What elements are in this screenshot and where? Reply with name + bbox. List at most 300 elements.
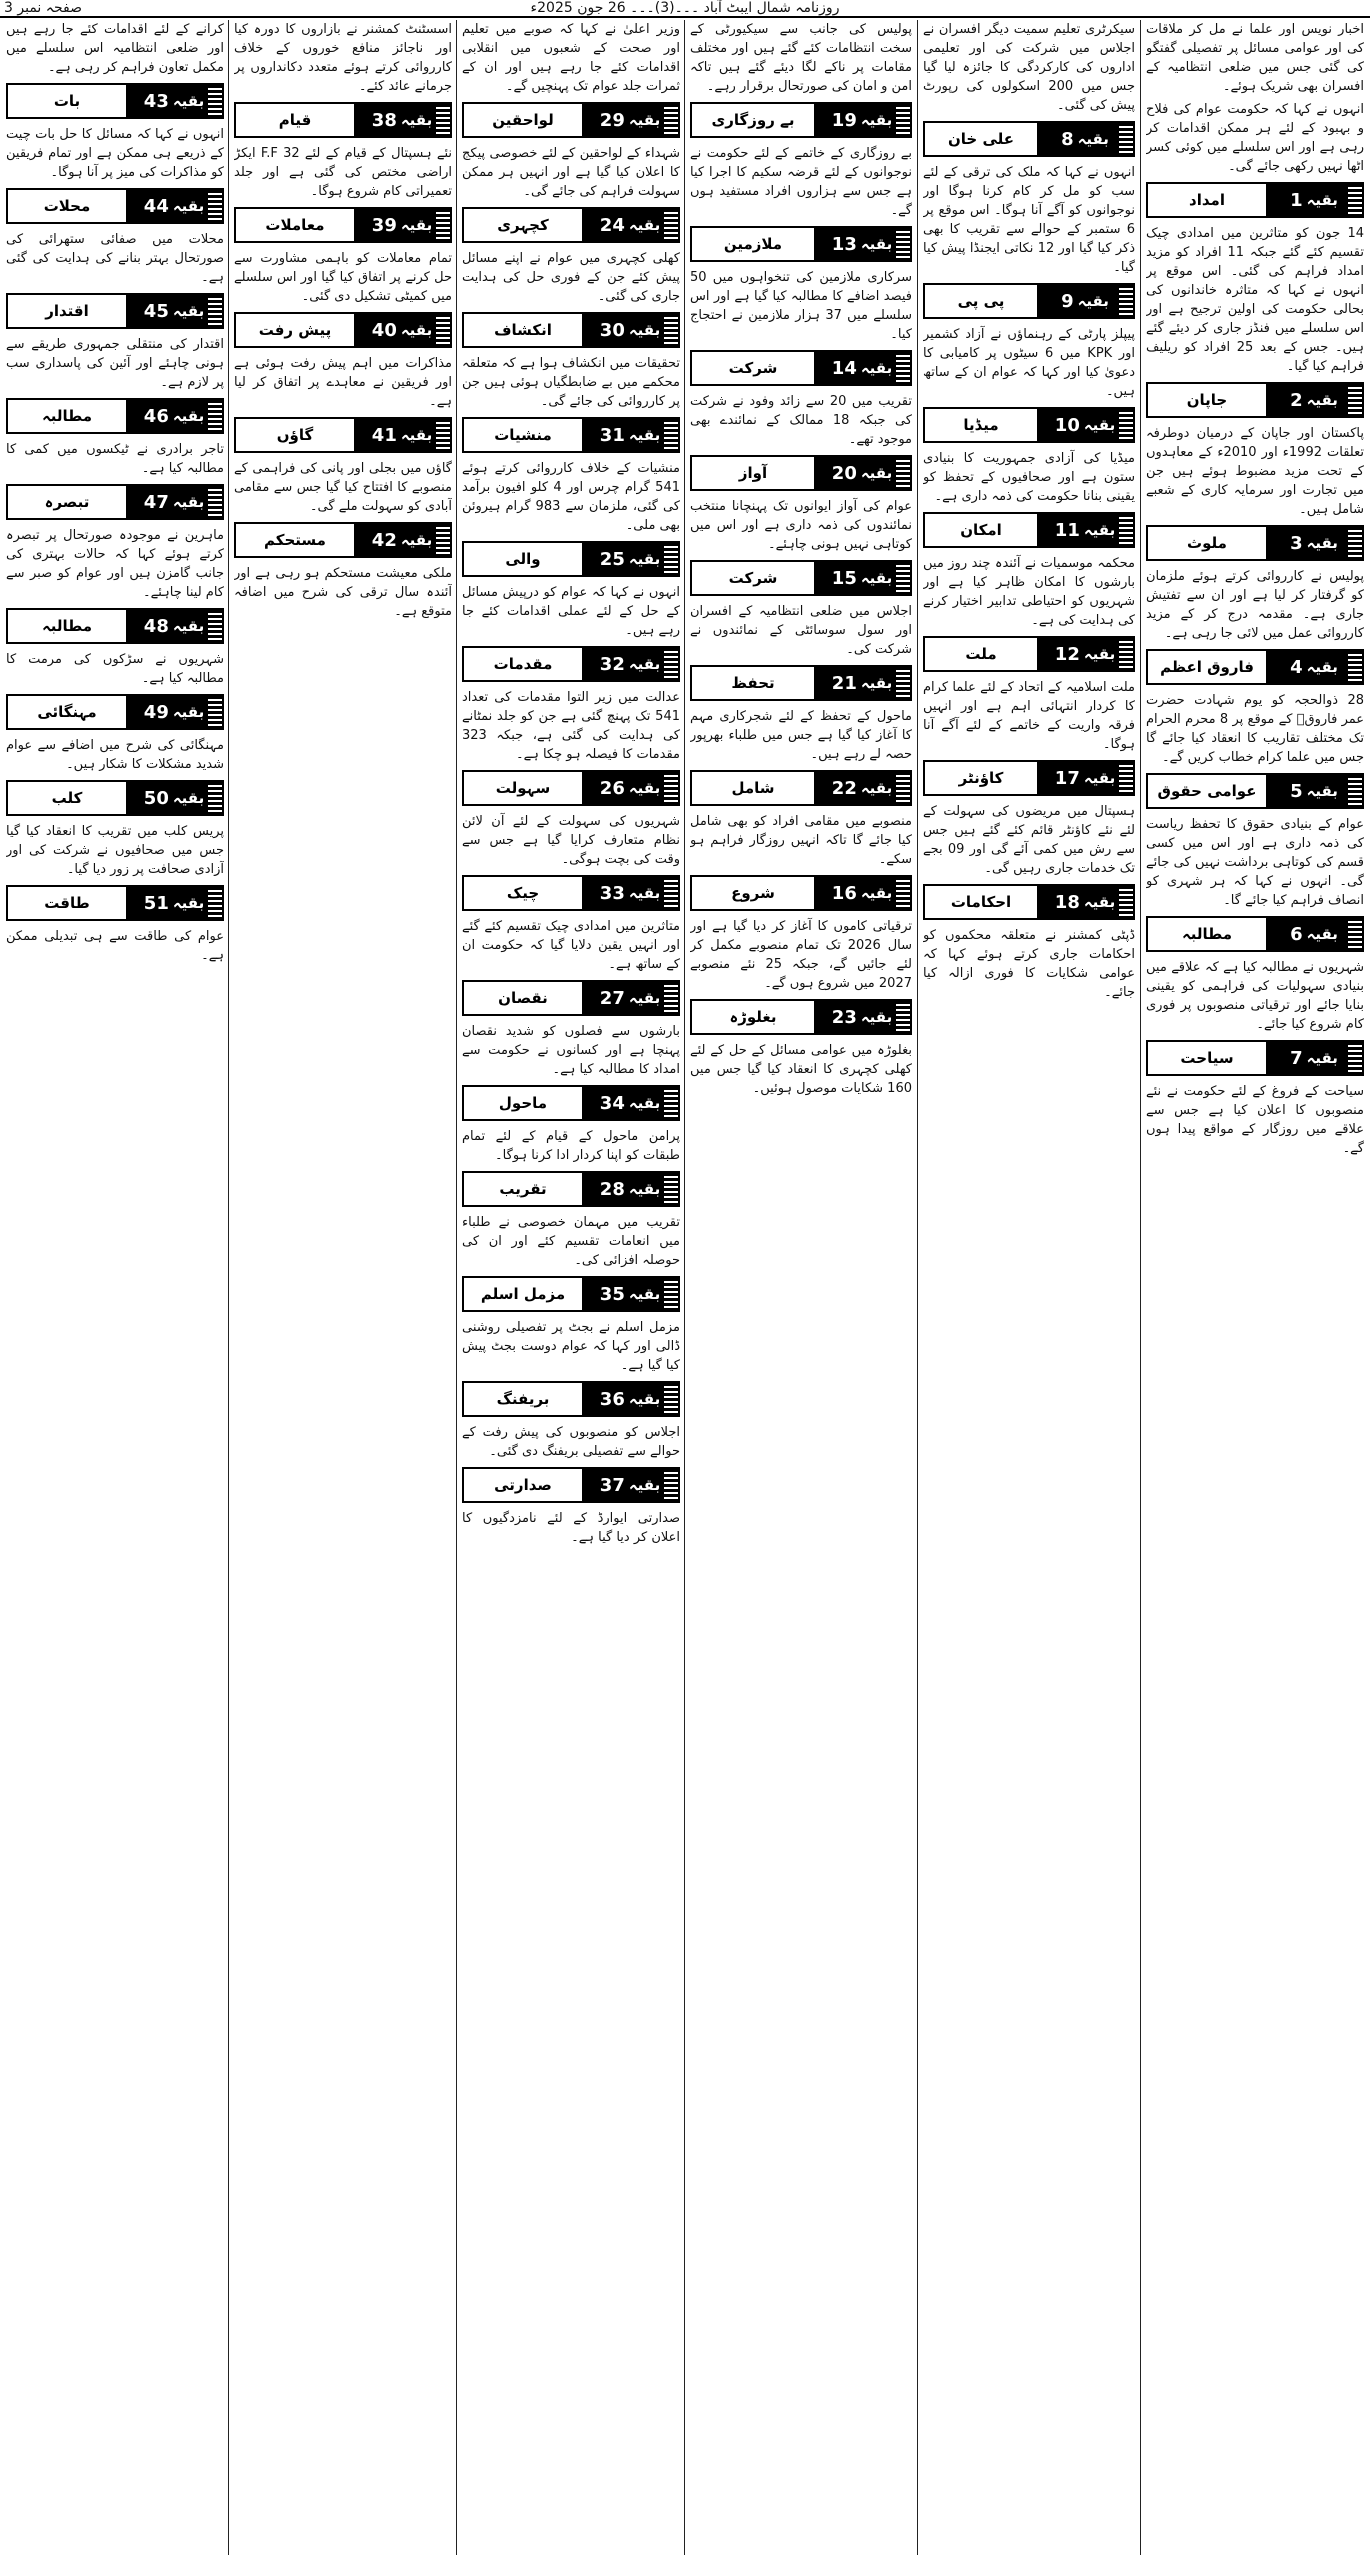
continuation-tag	[1037, 285, 1133, 317]
article-paragraph: کرانے کے لئے اقدامات کئے جا رہے ہیں اور ضلعی انتظامیہ اس سلسلے میں مکمل تعاون فراہم کر رہی ہے۔	[6, 22, 224, 75]
continuation-box	[690, 560, 912, 596]
continuation-number: 51	[143, 892, 169, 914]
continuation-number: 13	[831, 233, 857, 255]
continuation-box	[1146, 382, 1364, 418]
continuation-number: 30	[599, 319, 625, 341]
continuation-label: بقیہ	[628, 550, 661, 568]
continuation-keyword: والی	[505, 550, 541, 568]
continuation-label: بقیہ	[628, 111, 661, 129]
continuation-tag	[126, 887, 222, 919]
continuation-tag	[1266, 775, 1362, 807]
continuation-keyword: کچہری	[497, 216, 549, 234]
tag-stripe-ornament	[664, 1173, 678, 1205]
article-paragraph: 14 جون کو متاثرین میں امدادی چیک تقسیم کئے گئے جبکہ 11 افراد کو مزید امداد فراہم کی گئی۔ اس موقع پر انہوں نے کہا کہ متاثرہ خاندانوں کی بحالی حکومت کی اولین ترجیح ہے اور اس سلسلے میں فنڈز جاری کر دیئے گئے ہیں۔ جس کے بعد 25 افراد کو ریلیف فراہم کیا گیا۔	[1146, 226, 1364, 374]
continuation-label: بقیہ	[1083, 645, 1116, 663]
tag-stripe-ornament	[436, 209, 450, 241]
continuation-tag	[582, 209, 678, 241]
continuation-label: بقیہ	[1083, 893, 1116, 911]
continuation-keyword: مطالبہ	[41, 617, 93, 635]
continuation-number: 28	[599, 1178, 625, 1200]
continuation-box	[6, 293, 224, 329]
continuation-tag	[582, 1173, 678, 1205]
continuation-tag	[354, 314, 450, 346]
tag-stripe-ornament	[1348, 1042, 1362, 1074]
article-paragraph: گاؤں میں بجلی اور پانی کی فراہمی کے منصوبے کا افتتاح کیا گیا جس سے مقامی آبادی کو سہولت ملے گی۔	[234, 461, 452, 514]
continuation-keyword: مطالبہ	[41, 407, 93, 425]
continuation-box	[6, 608, 224, 644]
tag-stripe-ornament	[1119, 123, 1133, 155]
tag-stripe-ornament	[208, 85, 222, 117]
continuation-keyword: جاپان	[1186, 391, 1228, 409]
continuation-keyword: پیش رفت	[258, 321, 332, 339]
continuation-tag	[582, 648, 678, 680]
continuation-box	[923, 636, 1135, 672]
continuation-box	[462, 207, 680, 243]
continuation-number: 4	[1290, 656, 1303, 678]
article-paragraph: وزیر اعلیٰ نے کہا کہ صوبے میں تعلیم اور صحت کے شعبوں میں انقلابی اقدامات کئے جا رہے ہیں اور ان کے ثمرات جلد عوام تک پہنچیں گے۔	[462, 22, 680, 94]
article-paragraph: کھلی کچہری میں عوام نے اپنے مسائل پیش کئے جن کے فوری حل کی ہدایت جاری کی گئی۔	[462, 251, 680, 304]
continuation-box	[462, 1171, 680, 1207]
continuation-tag	[814, 877, 910, 909]
continuation-tag	[126, 85, 222, 117]
continuation-tag	[126, 190, 222, 222]
continuation-keyword: معاملات	[265, 216, 325, 234]
continuation-box	[690, 455, 912, 491]
continuation-box	[462, 1467, 680, 1503]
tag-stripe-ornament	[208, 887, 222, 919]
tag-stripe-ornament	[896, 562, 910, 594]
tag-stripe-ornament	[436, 419, 450, 451]
continuation-keyword: مہنگائی	[37, 703, 97, 721]
continuation-keyword: مطالبہ	[1181, 925, 1233, 943]
continuation-keyword: بریفنگ	[496, 1390, 550, 1408]
continuation-box	[462, 980, 680, 1016]
continuation-box	[690, 350, 912, 386]
article-paragraph: شہریوں کی سہولت کے لئے آن لائن نظام متعارف کرایا گیا ہے جس سے وقت کی بچت ہوگی۔	[462, 814, 680, 867]
continuation-keyword: مستحکم	[264, 531, 326, 549]
continuation-box	[690, 226, 912, 262]
continuation-tag	[1266, 384, 1362, 416]
tag-stripe-ornament	[208, 696, 222, 728]
continuation-tag	[582, 877, 678, 909]
tag-stripe-ornament	[664, 1278, 678, 1310]
article-paragraph: تقریب میں 20 سے زائد وفود نے شرکت کی جبکہ 18 ممالک کے نمائندے بھی موجود تھے۔	[690, 394, 912, 447]
tag-stripe-ornament	[208, 486, 222, 518]
continuation-label: بقیہ	[860, 111, 893, 129]
continuation-tag	[582, 1087, 678, 1119]
article-paragraph: شہریوں نے سڑکوں کی مرمت کا مطالبہ کیا ہے۔	[6, 652, 224, 686]
continuation-tag	[126, 782, 222, 814]
continuation-number: 12	[1054, 643, 1080, 665]
tag-stripe-ornament	[896, 667, 910, 699]
article-paragraph: بے روزگاری کے خاتمے کے لئے حکومت نے نوجوانوں کے لئے قرضہ سکیم کا اجرا کیا ہے جس سے ہزاروں افراد مستفید ہوں گے۔	[690, 146, 912, 218]
article-paragraph: اجلاس میں ضلعی انتظامیہ کے افسران اور سول سوسائٹی کے نمائندوں نے شرکت کی۔	[690, 604, 912, 657]
continuation-number: 1	[1290, 189, 1303, 211]
continuation-number: 43	[143, 90, 169, 112]
tag-stripe-ornament	[436, 314, 450, 346]
continuation-number: 42	[371, 529, 397, 551]
continuation-box	[462, 102, 680, 138]
continuation-label: بقیہ	[1306, 925, 1338, 943]
continuation-number: 48	[143, 615, 169, 637]
article-paragraph: شہداء کے لواحقین کے لئے خصوصی پیکج کا اعلان کیا گیا ہے اور انہیں ہر ممکن سہولت فراہم کی جائے گی۔	[462, 146, 680, 199]
article-paragraph: ترقیاتی کاموں کا آغاز کر دیا گیا ہے اور سال 2026 تک تمام منصوبے مکمل کر لئے جائیں گے، جبکہ 25 نئے منصوبے 2027 میں شروع ہوں گے۔	[690, 919, 912, 991]
continuation-tag	[1037, 409, 1133, 441]
continuation-tag	[1266, 184, 1362, 216]
article-paragraph: انہوں نے کہا کہ مسائل کا حل بات چیت کے ذریعے ہی ممکن ہے اور تمام فریقین کو مذاکرات کی میز پر آنا ہوگا۔	[6, 127, 224, 180]
continuation-label: بقیہ	[860, 359, 893, 377]
tag-stripe-ornament	[1119, 409, 1133, 441]
continuation-label: بقیہ	[860, 884, 893, 902]
continuation-label: بقیہ	[628, 655, 661, 673]
continuation-keyword: چیک	[506, 884, 540, 902]
article-paragraph: سیاحت کے فروغ کے لئے حکومت نے نئے منصوبوں کا اعلان کیا ہے جس سے علاقے میں روزگار کے مواقع پیدا ہوں گے۔	[1146, 1084, 1364, 1156]
continuation-box	[6, 780, 224, 816]
continuation-number: 33	[599, 882, 625, 904]
continuation-label: بقیہ	[860, 1008, 893, 1026]
tag-stripe-ornament	[208, 782, 222, 814]
continuation-number: 37	[599, 1474, 625, 1496]
continuation-keyword: طاقت	[44, 894, 90, 912]
continuation-tag	[126, 610, 222, 642]
continuation-keyword: ماحول	[498, 1094, 548, 1112]
tag-stripe-ornament	[1348, 184, 1362, 216]
continuation-number: 50	[143, 787, 169, 809]
continuation-box	[462, 312, 680, 348]
tag-stripe-ornament	[436, 104, 450, 136]
continuation-label: بقیہ	[400, 531, 433, 549]
article-paragraph: ملت اسلامیہ کے اتحاد کے لئے علما کرام کا کردار انتہائی اہم ہے اور انہیں فرقہ واریت کے خاتمے کے لئے آگے آنا ہوگا۔	[923, 680, 1135, 752]
continuation-keyword: بے روزگاری	[711, 111, 795, 129]
column-4	[462, 20, 680, 2555]
continuation-number: 20	[831, 462, 857, 484]
article-paragraph: ماحول کے تحفظ کے لئے شجرکاری مہم کا آغاز کیا گیا ہے جس میں طلباء بھرپور حصہ لے رہے ہیں۔	[690, 709, 912, 762]
continuation-number: 21	[831, 672, 857, 694]
article-paragraph: سرکاری ملازمین کی تنخواہوں میں 50 فیصد اضافے کا مطالبہ کیا گیا ہے اور اس سلسلے میں 37 ہزار ملازمین نے احتجاج کیا۔	[690, 270, 912, 342]
continuation-tag	[1266, 651, 1362, 683]
continuation-keyword: محلات	[43, 197, 91, 215]
continuation-keyword: قیام	[278, 111, 312, 129]
continuation-label: بقیہ	[628, 884, 661, 902]
continuation-number: 36	[599, 1388, 625, 1410]
column-rule	[917, 20, 918, 2555]
continuation-box	[1146, 525, 1364, 561]
continuation-tag	[814, 667, 910, 699]
article-paragraph: تحقیقات میں انکشاف ہوا ہے کہ متعلقہ محکمے میں بے ضابطگیاں ہوئی ہیں جن پر کارروائی کی جائے گی۔	[462, 356, 680, 409]
tag-stripe-ornament	[664, 648, 678, 680]
continuation-number: 16	[831, 882, 857, 904]
continuation-number: 8	[1061, 128, 1074, 150]
continuation-keyword: ملازمین	[723, 235, 783, 253]
continuation-keyword: کاؤنٹر	[958, 769, 1004, 787]
tag-stripe-ornament	[664, 1087, 678, 1119]
continuation-tag	[814, 772, 910, 804]
continuation-label: بقیہ	[1306, 782, 1338, 800]
continuation-label: بقیہ	[1077, 130, 1109, 148]
continuation-box	[234, 312, 452, 348]
continuation-label: بقیہ	[1083, 769, 1116, 787]
continuation-number: 35	[599, 1283, 625, 1305]
continuation-keyword: علی خان	[947, 130, 1014, 148]
continuation-label: بقیہ	[628, 1180, 661, 1198]
continuation-label: بقیہ	[400, 111, 433, 129]
tag-stripe-ornament	[896, 877, 910, 909]
tag-stripe-ornament	[1119, 886, 1133, 918]
continuation-tag	[582, 1278, 678, 1310]
tag-stripe-ornament	[896, 1001, 910, 1033]
continuation-tag	[1037, 638, 1133, 670]
continuation-number: 9	[1061, 290, 1074, 312]
column-5	[234, 20, 452, 2555]
article-paragraph: پرامن ماحول کے قیام کے لئے تمام طبقات کو اپنا کردار ادا کرنا ہوگا۔	[462, 1129, 680, 1163]
continuation-tag	[814, 104, 910, 136]
continuation-tag	[354, 419, 450, 451]
continuation-tag	[354, 524, 450, 556]
continuation-box	[1146, 773, 1364, 809]
continuation-box	[462, 1276, 680, 1312]
continuation-box	[923, 121, 1135, 157]
continuation-keyword: بغلوڑہ	[729, 1008, 777, 1026]
continuation-number: 7	[1290, 1047, 1303, 1069]
continuation-box	[462, 1381, 680, 1417]
tag-stripe-ornament	[208, 190, 222, 222]
continuation-label: بقیہ	[400, 321, 433, 339]
tag-stripe-ornament	[1119, 638, 1133, 670]
continuation-tag	[1037, 886, 1133, 918]
continuation-number: 27	[599, 987, 625, 1009]
column-rule	[456, 20, 457, 2555]
tag-stripe-ornament	[896, 457, 910, 489]
continuation-number: 31	[599, 424, 625, 446]
continuation-tag	[582, 772, 678, 804]
tag-stripe-ornament	[896, 228, 910, 260]
continuation-number: 38	[371, 109, 397, 131]
continuation-tag	[1037, 123, 1133, 155]
continuation-tag	[582, 1383, 678, 1415]
article-paragraph: ماہرین نے موجودہ صورتحال پر تبصرہ کرتے ہوئے کہا کہ حالات بہتری کی جانب گامزن ہیں اور عوام کو صبر سے کام لینا چاہئے۔	[6, 528, 224, 600]
article-paragraph: سیکرٹری تعلیم سمیت دیگر افسران نے اجلاس میں شرکت کی اور تعلیمی اداروں کی کارکردگی کا جائزہ لیا گیا جس میں 200 اسکولوں کی رپورٹ پیش کی گئی۔	[923, 22, 1135, 113]
article-paragraph: ملکی معیشت مستحکم ہو رہی ہے اور آئندہ سال ترقی کی شرح میں اضافہ متوقع ہے۔	[234, 566, 452, 619]
continuation-number: 5	[1290, 780, 1303, 802]
continuation-label: بقیہ	[860, 464, 893, 482]
tag-stripe-ornament	[1348, 918, 1362, 950]
article-paragraph: محکمہ موسمیات نے آئندہ چند روز میں بارشوں کا امکان ظاہر کیا ہے اور شہریوں کو احتیاطی تدابیر اختیار کرنے کی ہدایت کی ہے۔	[923, 556, 1135, 628]
continuation-box	[6, 885, 224, 921]
article-paragraph: متاثرین میں امدادی چیک تقسیم کئے گئے اور انہیں یقین دلایا گیا کہ حکومت ان کے ساتھ ہے۔	[462, 919, 680, 972]
tag-stripe-ornament	[664, 419, 678, 451]
continuation-number: 2	[1290, 389, 1303, 411]
continuation-tag	[582, 543, 678, 575]
continuation-keyword: سیاحت	[1180, 1049, 1234, 1067]
continuation-box	[234, 417, 452, 453]
continuation-label: بقیہ	[400, 426, 433, 444]
tag-stripe-ornament	[208, 610, 222, 642]
article-paragraph: عوام کے بنیادی حقوق کا تحفظ ریاست کی ذمہ داری ہے اور اس میں کسی قسم کی کوتاہی برداشت نہیں کی جائے گی۔ انہوں نے کہا کہ ہر شہری کو انصاف فراہم کیا جائے گا۔	[1146, 817, 1364, 908]
continuation-box	[6, 694, 224, 730]
page-header	[0, 0, 1370, 18]
continuation-number: 40	[371, 319, 397, 341]
continuation-label: بقیہ	[172, 894, 205, 912]
continuation-label: بقیہ	[628, 216, 661, 234]
continuation-tag	[1266, 1042, 1362, 1074]
article-paragraph: پریس کلب میں تقریب کا انعقاد کیا گیا جس میں صحافیوں نے شرکت کی اور آزادی صحافت پر زور دیا گیا۔	[6, 824, 224, 877]
continuation-tag	[126, 400, 222, 432]
continuation-number: 3	[1290, 532, 1303, 554]
continuation-keyword: سہولت	[495, 779, 551, 797]
continuation-keyword: ملوث	[1187, 534, 1227, 552]
article-paragraph: انہوں نے کہا کہ ملک کی ترقی کے لئے سب کو مل کر کام کرنا ہوگا اور نوجوانوں کو آگے آنا ہوگا۔ اس موقع پر 6 ستمبر کے حوالے سے تقریب کا بھی ذکر کیا گیا اور 12 نکاتی ایجنڈا پیش کیا گیا۔	[923, 165, 1135, 275]
article-paragraph: پیپلز پارٹی کے رہنماؤں نے آزاد کشمیر اور KPK میں 6 سیٹوں پر کامیابی کا دعویٰ کیا اور کہا کہ عوام ان کے ساتھ ہیں۔	[923, 327, 1135, 399]
continuation-number: 46	[143, 405, 169, 427]
continuation-box	[690, 875, 912, 911]
continuation-keyword: فاروق اعظم	[1160, 658, 1254, 676]
tag-stripe-ornament	[208, 400, 222, 432]
continuation-tag	[814, 352, 910, 384]
continuation-label: بقیہ	[628, 779, 661, 797]
continuation-number: 23	[831, 1006, 857, 1028]
tag-stripe-ornament	[664, 772, 678, 804]
continuation-keyword: کلب	[51, 789, 83, 807]
column-3	[690, 20, 912, 2555]
continuation-label: بقیہ	[860, 779, 893, 797]
article-paragraph: پولیس کی جانب سے سیکیورٹی کے سخت انتظامات کئے گئے ہیں اور مختلف مقامات پر ناکے لگا دیئے گئے ہیں تاکہ امن و امان کی صورتحال برقرار رہے۔	[690, 22, 912, 94]
continuation-label: بقیہ	[1077, 292, 1109, 310]
continuation-label: بقیہ	[172, 617, 205, 635]
article-paragraph: منشیات کے خلاف کارروائی کرتے ہوئے 541 گرام چرس اور 4 کلو افیون برآمد کی گئی، ملزمان سے 983 گرام ہیروئن بھی ملی۔	[462, 461, 680, 533]
continuation-box	[462, 875, 680, 911]
continuation-box	[6, 188, 224, 224]
continuation-number: 17	[1054, 767, 1080, 789]
column-rule	[228, 20, 229, 2555]
tag-stripe-ornament	[664, 543, 678, 575]
continuation-number: 6	[1290, 923, 1303, 945]
page-number: صفحہ نمبر 3	[4, 0, 82, 16]
tag-stripe-ornament	[1119, 514, 1133, 546]
continuation-box	[923, 407, 1135, 443]
continuation-keyword: صدارتی	[494, 1476, 552, 1494]
continuation-label: بقیہ	[1306, 1049, 1338, 1067]
tag-stripe-ornament	[664, 982, 678, 1014]
continuation-keyword: امکان	[960, 521, 1002, 539]
continuation-number: 22	[831, 777, 857, 799]
continuation-number: 47	[143, 491, 169, 513]
continuation-keyword: امداد	[1189, 191, 1225, 209]
continuation-box	[1146, 649, 1364, 685]
continuation-keyword: ملت	[965, 645, 997, 663]
article-paragraph: اخبار نویس اور علما نے مل کر ملاقات کی اور عوامی مسائل پر تفصیلی گفتگو کی گئی جس میں ضلعی انتظامیہ کے افسران بھی شریک ہوئے۔	[1146, 22, 1364, 94]
continuation-tag	[814, 562, 910, 594]
continuation-number: 41	[371, 424, 397, 446]
article-paragraph: مزمل اسلم نے بجٹ پر تفصیلی روشنی ڈالی اور کہا کہ عوام دوست بجٹ پیش کیا گیا ہے۔	[462, 1320, 680, 1373]
continuation-keyword: شروع	[731, 884, 775, 902]
tag-stripe-ornament	[1119, 285, 1133, 317]
article-paragraph: تمام معاملات کو باہمی مشاورت سے حل کرنے پر اتفاق کیا گیا اور اس سلسلے میں کمیٹی تشکیل دی گئی۔	[234, 251, 452, 304]
continuation-number: 25	[599, 548, 625, 570]
column-rule	[684, 20, 685, 2555]
continuation-label: بقیہ	[628, 1476, 661, 1494]
continuation-label: بقیہ	[860, 569, 893, 587]
continuation-label: بقیہ	[400, 216, 433, 234]
article-paragraph: بارشوں سے فصلوں کو شدید نقصان پہنچا ہے اور کسانوں نے حکومت سے امداد کا مطالبہ کیا ہے۔	[462, 1024, 680, 1077]
continuation-label: بقیہ	[172, 703, 205, 721]
continuation-label: بقیہ	[628, 989, 661, 1007]
continuation-tag	[814, 228, 910, 260]
continuation-box	[6, 398, 224, 434]
continuation-keyword: شرکت	[728, 569, 778, 587]
continuation-keyword: عوامی حقوق	[1157, 782, 1257, 800]
column-2	[923, 20, 1135, 2555]
continuation-box	[462, 541, 680, 577]
continuation-box	[1146, 182, 1364, 218]
continuation-tag	[582, 104, 678, 136]
continuation-keyword: منشیات	[494, 426, 552, 444]
continuation-label: بقیہ	[628, 321, 661, 339]
continuation-keyword: پی پی	[957, 292, 1005, 310]
continuation-number: 10	[1054, 414, 1080, 436]
article-paragraph: بغلوڑہ میں عوامی مسائل کے حل کے لئے کھلی کچہری کا انعقاد کیا گیا جس میں 160 شکایات موصول ہوئیں۔	[690, 1043, 912, 1096]
article-paragraph: اجلاس کو منصوبوں کی پیش رفت کے حوالے سے تفصیلی بریفنگ دی گئی۔	[462, 1425, 680, 1459]
continuation-number: 49	[143, 701, 169, 723]
continuation-number: 19	[831, 109, 857, 131]
article-paragraph: میڈیا کی آزادی جمہوریت کا بنیادی ستون ہے اور صحافیوں کے تحفظ کو یقینی بنانا حکومت کی ذمہ داری ہے۔	[923, 451, 1135, 504]
continuation-label: بقیہ	[1083, 521, 1116, 539]
continuation-number: 44	[143, 195, 169, 217]
article-paragraph: مہنگائی کی شرح میں اضافے سے عوام شدید مشکلات کا شکار ہیں۔	[6, 738, 224, 772]
continuation-keyword: آواز	[738, 464, 768, 482]
continuation-box	[923, 884, 1135, 920]
continuation-keyword: احکامات	[950, 893, 1012, 911]
continuation-box	[462, 646, 680, 682]
continuation-tag	[1037, 762, 1133, 794]
continuation-keyword: لواحقین	[492, 111, 554, 129]
article-paragraph: عدالت میں زیر التوا مقدمات کی تعداد 541 تک پہنچ گئی ہے جن کو جلد نمٹانے کی ہدایت کی گئی ہے، جبکہ 323 مقدمات کا فیصلہ ہو چکا ہے۔	[462, 690, 680, 762]
continuation-tag	[814, 1001, 910, 1033]
continuation-box	[1146, 1040, 1364, 1076]
tag-stripe-ornament	[664, 1469, 678, 1501]
continuation-keyword: تحفظ	[731, 674, 775, 692]
tag-stripe-ornament	[208, 295, 222, 327]
continuation-tag	[354, 104, 450, 136]
continuation-box	[462, 417, 680, 453]
continuation-number: 26	[599, 777, 625, 799]
continuation-number: 29	[599, 109, 625, 131]
column-rule	[1140, 20, 1141, 2555]
tag-stripe-ornament	[896, 772, 910, 804]
continuation-keyword: میڈیا	[963, 416, 999, 434]
article-paragraph: ڈپٹی کمشنر نے متعلقہ محکموں کو احکامات جاری کرتے ہوئے کہا کہ عوامی شکایات کا فوری ازالہ کیا جائے۔	[923, 928, 1135, 1000]
continuation-box	[6, 83, 224, 119]
continuation-box	[1146, 916, 1364, 952]
continuation-keyword: اقتدار	[45, 302, 89, 320]
continuation-box	[234, 102, 452, 138]
continuation-number: 15	[831, 567, 857, 589]
article-paragraph: عوام کی طاقت سے ہی تبدیلی ممکن ہے۔	[6, 929, 224, 963]
tag-stripe-ornament	[664, 314, 678, 346]
continuation-box	[6, 484, 224, 520]
continuation-label: بقیہ	[172, 92, 205, 110]
continuation-label: بقیہ	[628, 426, 661, 444]
continuation-box	[690, 102, 912, 138]
tag-stripe-ornament	[1348, 775, 1362, 807]
continuation-label: بقیہ	[860, 674, 893, 692]
continuation-box	[690, 770, 912, 806]
continuation-keyword: بات	[53, 92, 81, 110]
continuation-number: 18	[1054, 891, 1080, 913]
continuation-tag	[354, 209, 450, 241]
continuation-keyword: نقصان	[498, 989, 548, 1007]
tag-stripe-ornament	[1348, 384, 1362, 416]
continuation-label: بقیہ	[172, 302, 205, 320]
